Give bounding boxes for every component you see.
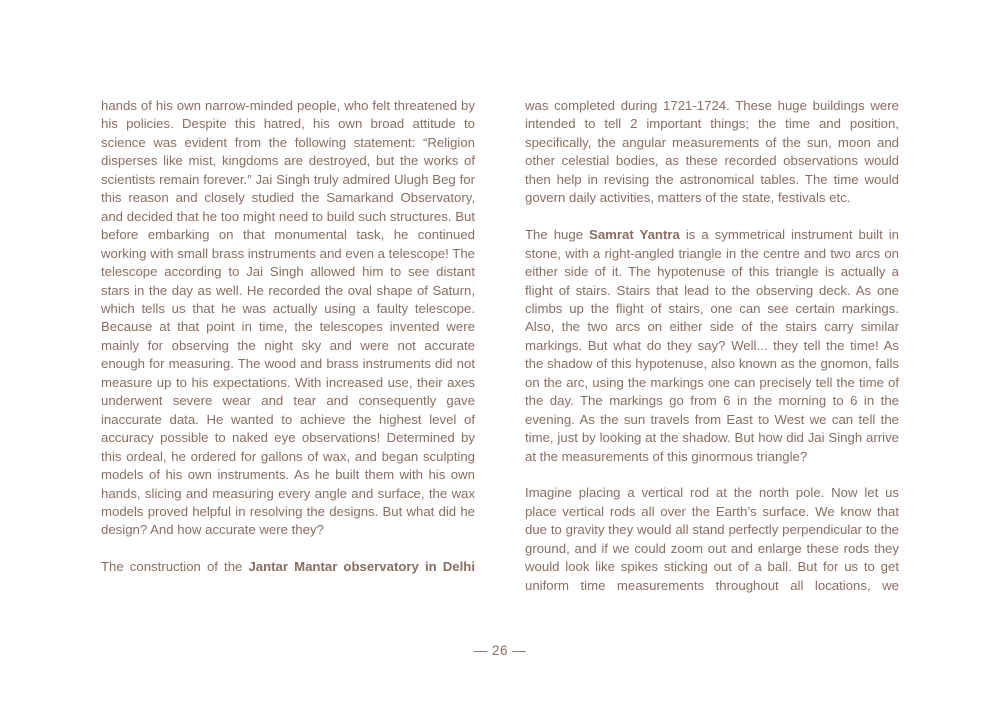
right-paragraph-2	[525, 226, 899, 466]
left-paragraph-2-text: The construction of the	[101, 559, 249, 575]
page-number: — 26 —	[473, 643, 527, 658]
right-column	[525, 97, 899, 595]
samrat-yantra-emphasis: Samrat Yantra	[589, 227, 680, 243]
left-column	[101, 97, 475, 577]
left-paragraph-2	[101, 558, 475, 576]
right-paragraph-2-text: is a symmetrical instrument built in stone, with a right-angled triangle in the centre and two arcs on either side of it. The hypotenuse of this triangle is actually a flight of stairs. Stairs that lead to the observing deck. As one climbs up the flight of stairs, one can see certain markings. Also, the two arcs on either side of the stairs carry similar markings. But what do they say? Well... they tell the time! As the shadow of this hypotenuse, also known as the gnomon, falls on the arc, using the markings one can precisely tell the time of the day. The markings go from 6 in the morning to 6 in the evening. As the sun travels from East to West we can tell the time, just by looking at the shadow. But how did Jai Singh arrive at the measurements of this ginormous triangle?	[525, 227, 899, 464]
right-paragraph-2-prefix: The huge	[525, 227, 590, 243]
right-paragraph-3: Imagine placing a vertical rod at the north pole. Now let us place vertical rods all over the Earth’s surface. We know that due to gravity they would all stand perfectly perpendicular to the ground, and if we could zoom out and enlarge these rods they would look like spikes sticking out of a ball. But for us to get uniform time measurements throughout all locations, we	[525, 485, 899, 593]
left-paragraph-1: hands of his own narrow-minded people, who felt threatened by his policies. Despite this hatred, his own broad attitude to science was evident from the following statement: “Religion disperses like mist, kingdoms are destroyed, but the works of scientists remain forever.” Jai Singh truly admired Ulugh Beg for this reason and closely studied the Samarkand Observatory, and decided that he too might need to build such structures. But before embarking on that monumental task, he continued working with small brass instruments and even a telescope! The telescope according to Jai Singh allowed him to see distant stars in the day as well. He recorded the oval shape of Saturn, which tells us that he was actually using a faulty telescope. Because at that point in time, the telescopes invented were mainly for observing the night sky and were not accurate enough for measuring. The wood and brass instruments did not measure up to his expectations. With increased use, their axes underwent severe wear and tear and consequently gave inaccurate data. He wanted to achieve the highest level of accuracy possible to naked eye observations! Determined by this ordeal, he ordered for gallons of wax, and began sculpting models of his own instruments. As he built them with his own hands, slicing and measuring every angle and surface, the wax models proved helpful in resolving the designs. But what did he design? And how accurate were they?	[101, 98, 475, 538]
right-paragraph-1: was completed during 1721-1724. These huge buildings were intended to tell 2 important things; the time and position, specifically, the angular measurements of the sun, moon and other celestial bodies, as these recorded observations would then help in revising the astronomical tables. The time would govern daily activities, matters of the state, festivals etc.	[525, 98, 899, 206]
jantar-mantar-emphasis: Jantar Mantar observatory in Delhi	[248, 559, 475, 575]
